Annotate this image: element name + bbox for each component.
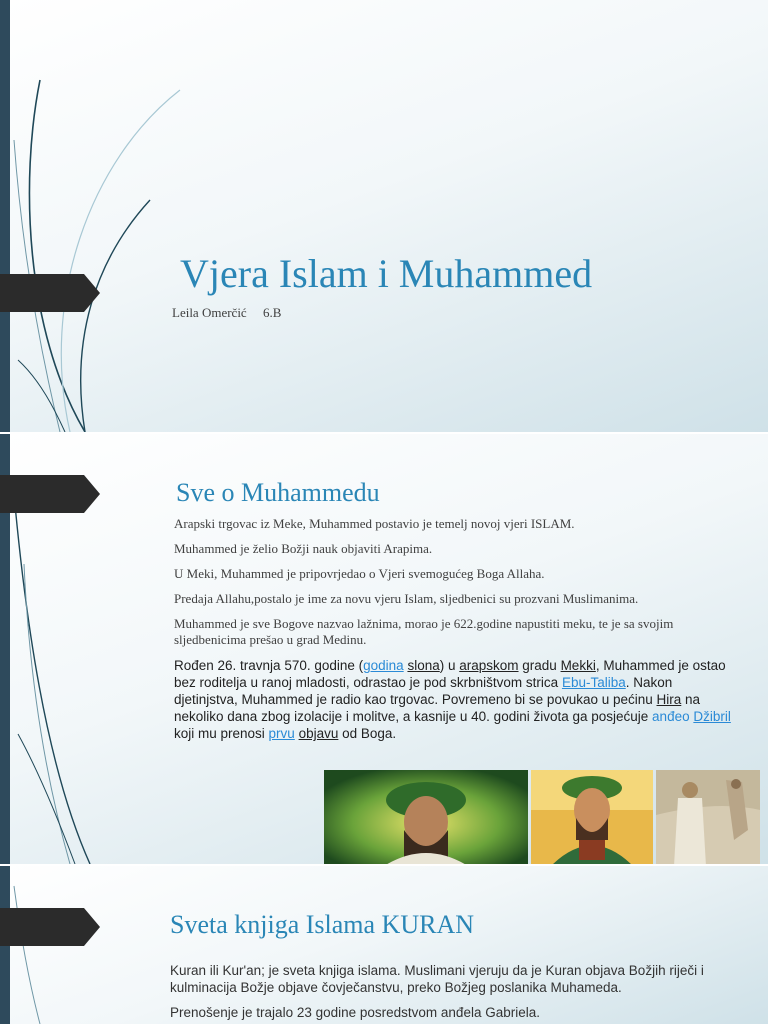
link-godina[interactable]: godina — [363, 658, 404, 673]
decorative-curves — [0, 0, 768, 432]
link-objavu[interactable]: objavu — [298, 726, 339, 741]
slide-subtitle: Leila Omerčić 6.B — [172, 305, 282, 320]
list-item: Arapski trgovac iz Meke, Muhammed postavio je temelj novoj vjeri ISLAM. — [174, 516, 575, 531]
slide-heading: Sveta knjiga Islama KURAN — [170, 910, 475, 939]
slide-kuran — [0, 866, 768, 1024]
slide-title-text: Vjera Islam i Muhammed — [180, 251, 593, 296]
link-ebu-taliba[interactable]: Ebu-Taliba — [561, 675, 626, 690]
link-arapskom[interactable]: arapskom — [459, 658, 519, 673]
list-item: Muhammed je želio Božji nauk objaviti Arapima. — [174, 541, 433, 556]
image-historical-illustration — [656, 770, 760, 864]
link-andeo[interactable]: anđeo — [652, 709, 690, 724]
link-slona[interactable]: slona — [407, 658, 440, 673]
image-muhammed-portrait-2 — [531, 770, 653, 864]
link-mekki[interactable]: Mekki — [560, 658, 596, 673]
list-item: Muhammed je sve Bogove nazvao lažnima, morao je 622.godine napustiti meku, te je sa svojim sljedbenicima prešao u grad Medinu. — [174, 616, 674, 647]
link-hira[interactable]: Hira — [656, 692, 682, 707]
list-item-biography: Rođen 26. travnja 570. godine (godina slona) u arapskom gradu Mekki, Muhammed je ostao bez roditelja u ranoj mladosti, odrastao je pod skrbništvom strica Ebu-Taliba. Nakon djetinjstva, Muhammed je radio kao trgovac. Povremeno bi se povukao u pećinu Hira na nekoliko dana zbog izolacije i molitve, a kasnije u 40. godini života ga posjećuje anđeo Džibril koji mu prenosi prvu objavu od Boga. — [174, 658, 731, 741]
list-item: Predaja Allahu,postalo je ime za novu vjeru Islam, sljedbenici su prozvani Muslimanima. — [174, 591, 639, 606]
link-dzibril[interactable]: Džibril — [693, 709, 731, 724]
arrow-marker — [0, 274, 100, 312]
list-item: U Meki, Muhammed je pripovrjedao o Vjeri svemogućeg Boga Allaha. — [174, 566, 545, 581]
slide-title — [0, 0, 768, 432]
image-muhammed-portrait-1 — [324, 770, 528, 864]
slide-heading: Sve o Muhammedu — [176, 478, 380, 507]
paragraph-prenosenje: Prenošenje je trajalo 23 godine posredstvom anđela Gabriela. — [170, 1005, 540, 1020]
decorative-curves — [0, 866, 768, 1024]
slide-about-muhammed — [0, 434, 768, 864]
bullet-list — [152, 516, 732, 751]
paragraph-kuran: Kuran ili Kur'an; je sveta knjiga islama. Muslimani vjeruju da je Kuran objava Božjih riječi i kulminacija Božje objave čovječanstvu, preko Božjeg poslanika Muhameda. — [170, 963, 704, 995]
arrow-marker — [0, 475, 100, 513]
link-prvu[interactable]: prvu — [268, 726, 295, 741]
accent-bar — [0, 0, 10, 432]
arrow-marker — [0, 908, 100, 946]
